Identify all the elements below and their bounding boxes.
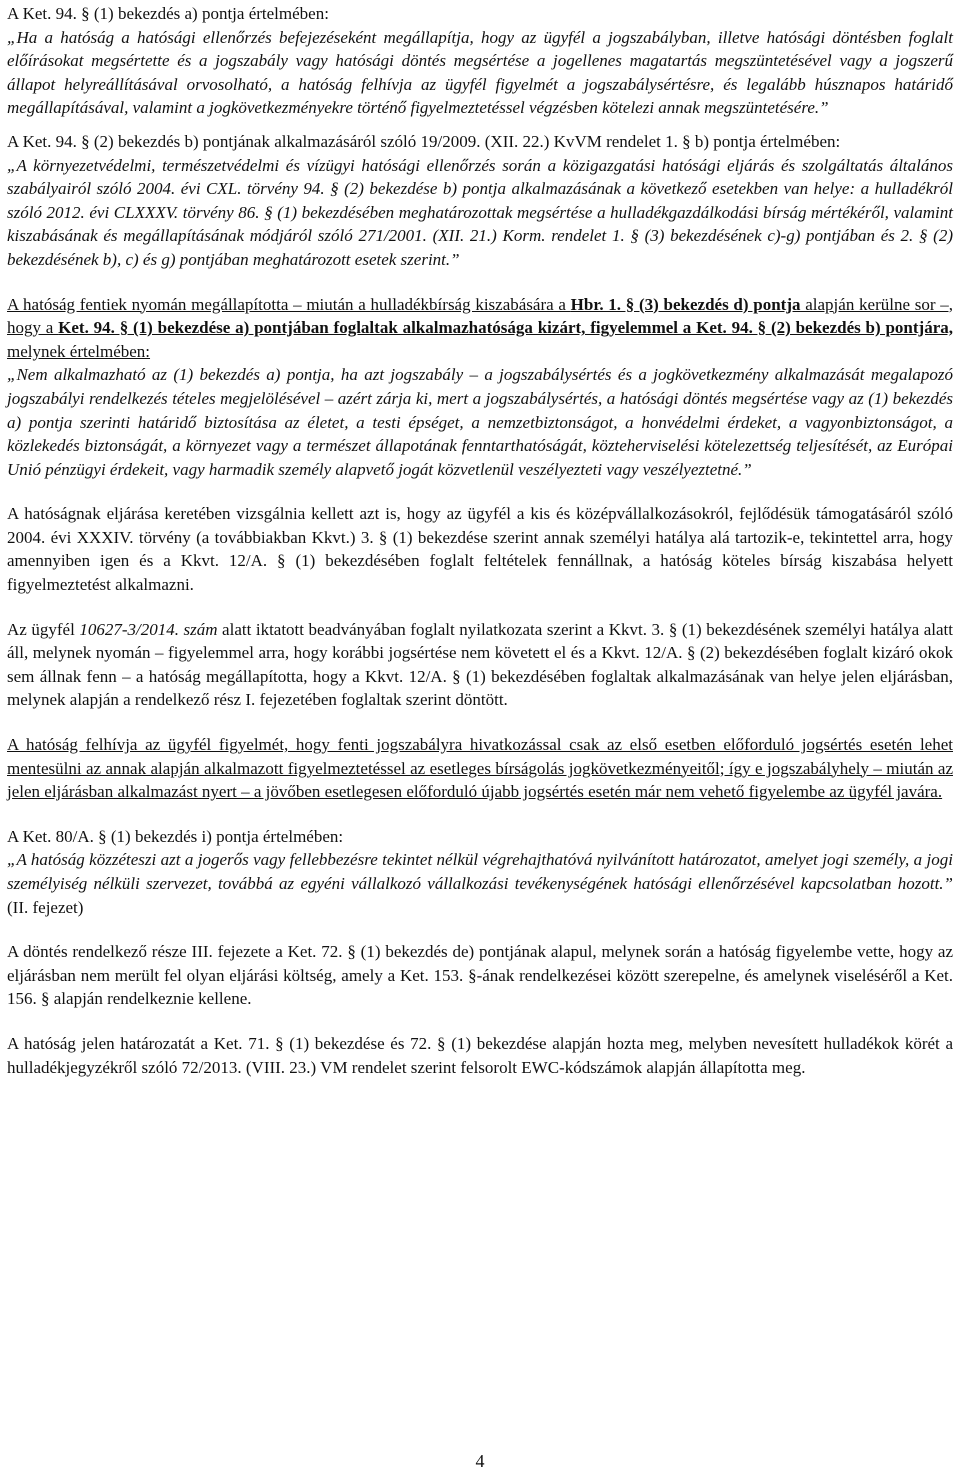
p5-file-number: 10627-3/2014. szám [79,619,218,639]
p2-heading: A Ket. 94. § (2) bekezdés b) pontjának alkalmazásáról szóló 19/2009. (XII. 22.) KvVM rendelet 1. § b) pontja értelmében: [7,131,841,151]
p5-text-1: Az ügyfél [7,619,80,639]
p3-text-2: Hbr. 1. § (3) bekezdés d) pontja [570,294,801,314]
p3-text-5: melynek értelmében: [7,341,151,361]
p4-paragraph: A hatóságnak eljárása keretében vizsgálnia kellett azt is, hogy az ügyfél a kis és középvállalkozásokról, fejlődésük támogatásáról szóló 2004. évi XXXIV. törvény (a továbbiakban Kkvt.) 3. § (1) bekezdése szerint annak személyi hatálya alá tartozik-e, tekintettel arra, hogy amennyiben igen és a Kkvt. 12/A. § (1) bekezdésében foglalt feltételek fennállnak, a hatóság köteles bírság kiszabása helyett figyelmeztetést alkalmazni. [7,504,953,595]
p7-quote: „A hatóság közzéteszi azt a jogerős vagy fellebbezésre tekintet nélkül végrehajthatóvá nyilvánított határozatot, amelyet jogi személy, a jogi személyiség nélküli szervezet, továbbá az egyéni vállalkozó vállalkozási tevékenységének hatósági ellenőrzésével kapcsolatban hozott.” [7,850,953,893]
p5-text-3: alatt iktatott beadványában foglalt nyilatkozata szerint a Kkvt. 3. § (1) bekezdésének személyi hatálya alatt áll, melynek nyomán – figyelemmel arra, hogy korábbi jogsértése nem követett el és a Kkvt. 12/A. § (2) bekezdésében foglalt kizáró okok sem állnak fenn – a hatóság megállapította, hogy a Kkvt. 12/A. § (1) bekezdésében foglaltak alkalmazásának van helye jelen eljárásban, melynek alapján a rendelkező rész I. fejezetében foglaltak szerint döntött. [7,619,953,710]
p1-heading: A Ket. 94. § (1) bekezdés a) pontja értelmében: [7,4,329,23]
p7-tail: (II. fejezet) [7,897,84,917]
p5-paragraph [7,618,953,712]
p1-quote: „Ha a hatóság a hatósági ellenőrzés befejezéseként megállapítja, hogy az ügyfél a jogszabályban, illetve hatósági döntésben foglalt előírásokat megsértette és a jogszabály vagy hatósági döntés megsértése a jogellenes magatartás megszüntetésével vagy a jogszerű állapot helyreállításával orvosolható, a hatóság felhívja az ügyfél figyelmét a jogszabálysértésre, és legalább húsznapos határidő megállapításával, valamint a jogkövetkezményekre történő figyelmeztetéssel végzésben kötelezi annak megszüntetésére.” [7,27,953,118]
p8-paragraph: A döntés rendelkező része III. fejezete a Ket. 72. § (1) bekezdés de) pontjának alapul, melynek során a hatóság figyelembe vette, hogy az eljárásban nem merült fel olyan eljárási költség, amely a Ket. 153. §-ának rendelkezései között szerepelne, és amelynek viseléséről a Ket. 156. § alapján rendelkeznie kellene. [7,942,953,1009]
p9-paragraph: A hatóság jelen határozatát a Ket. 71. § (1) bekezdése és 72. § (1) bekezdése alapján hozta meg, melyben nevesített hulladékok körét a hulladékjegyzékről szóló 72/2013. (VIII. 23.) VM rendelet szerint felsorolt EWC-kódszámok alapján állapította meg. [7,1033,953,1077]
p3-text-1: A hatóság fentiek nyomán megállapította – miután a hulladékbírság kiszabására a [7,294,571,314]
p6-paragraph: A hatóság felhívja az ügyfél figyelmét, hogy fenti jogszabályra hivatkozással csak az első esetben előforduló jogsértés esetén lehet mentesülni az annak alapján alkalmazott figyelmeztetéssel az esetleges bírságolás jogkövetkezményeitől; így e jogszabályhely – miután az jelen eljárásban alkalmazást nyert – a jövőben esetlegesen előforduló újabb jogsértés esetén már nem vehető figyelembe az ügyfél javára. [7,735,953,802]
p3-text-3: alapján kerülne sor –, hogy a [7,294,953,338]
p3-text-4: Ket. 94. § (1) bekezdése a) pontjában foglaltak alkalmazhatósága kizárt, figyelemmel a Ket. 94. § (2) bekezdés b) pontjára, [58,318,953,338]
document-page [7,2,953,1079]
p7-quote-block [7,848,953,919]
p3-paragraph [7,293,953,364]
page-number: 4 [475,1451,485,1471]
p7-heading: A Ket. 80/A. § (1) bekezdés i) pontja értelmében: [7,826,344,846]
p3-quote: „Nem alkalmazható az (1) bekezdés a) pontja, ha azt jogszabály – a jogszabálysértés és a jogkövetkezmény alkalmazását megalapozó jogszabályi rendelkezés tételes megjelölésével – azért zárja ki, mert a jogszabálysértés, a hatósági döntés megsértése vagy az (1) bekezdés a) pontja szerinti határidő biztosítása az életet, a testi épséget, a nemzetbiztonságot, a honvédelmi érdeket, a vagyonbiztonságot, a közlekedés biztonságát, a környezet vagy a természet állapotának fenntarthatóságát, közteherviselési kötelezettség teljesítését, az Európai Unió pénzügyi érdekeit, vagy harmadik személy alapvető jogát közvetlenül veszélyezteti vagy veszélyeztetné.” [7,365,953,479]
p2-quote: „A környezetvédelmi, természetvédelmi és vízügyi hatósági ellenőrzés során a közigazgatási hatósági eljárás és szolgáltatás általános szabályairól szóló 2004. évi CXL. törvény 94. § (2) bekezdése b) pontja alkalmazásának a következő esetekben van helye: a hulladékról szóló 2012. évi CLXXXV. törvény 86. § (1) bekezdésében meghatározottak megsértése a hulladékgazdálkodási bírság mértékéről, valamint kiszabásának és megállapításának módjáról szóló 271/2001. (XII. 21.) Korm. rendelet 1. § (3) bekezdésének c)-g) pontjában és 2. § (2) bekezdésének b), c) és g) pontjában meghatározott esetek szerint.” [7,155,953,269]
